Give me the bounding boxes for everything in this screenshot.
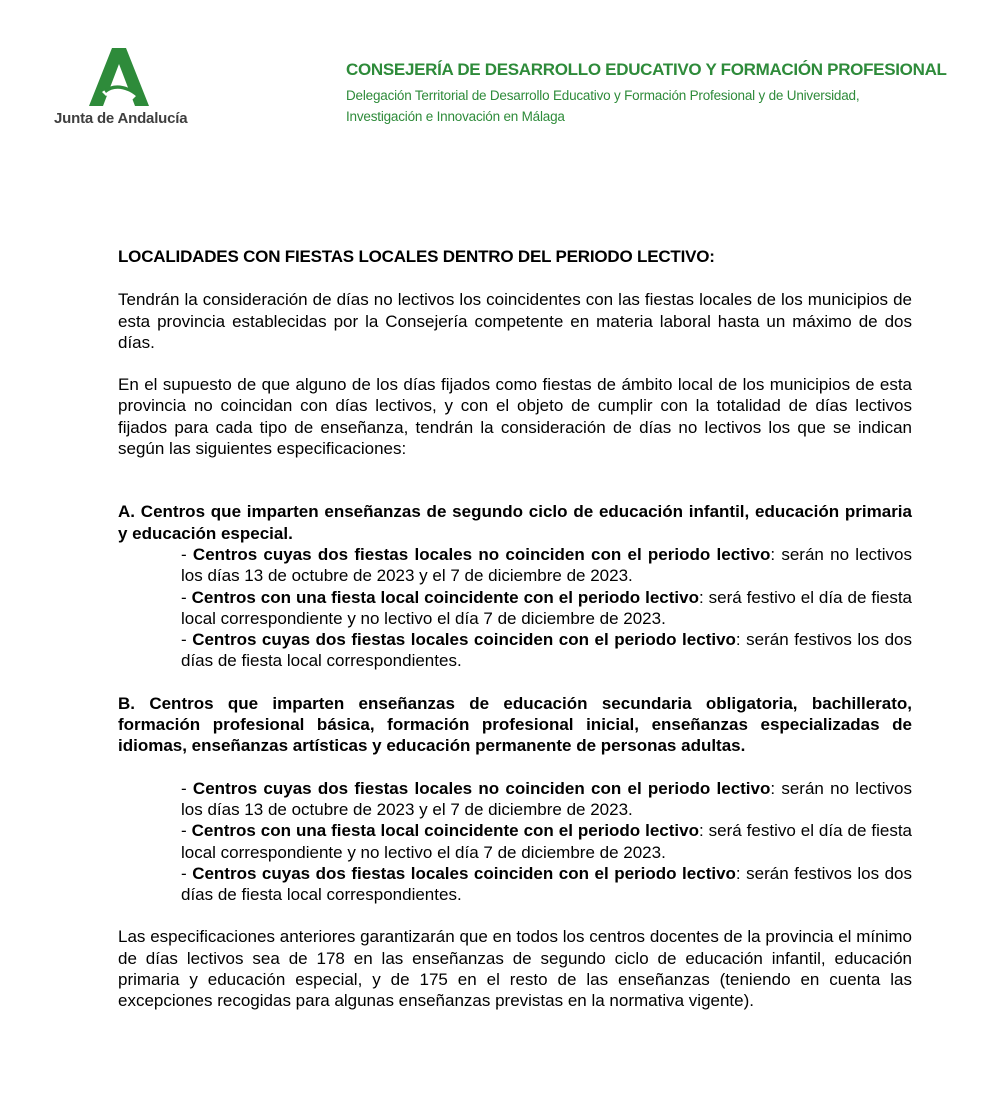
section-b-title: B. Centros que imparten enseñanzas de educación secundaria obligatoria, bachillerato, formación profesional básica, formación profesional inicial, enseñanzas especializadas de idiomas, enseñanzas artísticas y educación permanente de personas adultas. (118, 693, 912, 756)
second-paragraph: En el supuesto de que alguno de los días fijados como fiestas de ámbito local de los municipios de esta provincia no coincidan con días lectivos, y con el objeto de cumplir con la totalidad de días lectivos fijados para cada tipo de enseñanza, tendrán la consideración de días no lectivos los que se indican según las siguientes especificaciones: (118, 375, 912, 459)
document-heading: LOCALIDADES CON FIESTAS LOCALES DENTRO DEL PERIODO LECTIVO: (118, 247, 715, 266)
list-item: - Centros cuyas dos fiestas locales no coinciden con el periodo lectivo: serán no lectivos los días 13 de octubre de 2023 y el 7 de diciembre de 2023. (181, 778, 912, 819)
list-item: - Centros cuyas dos fiestas locales coinciden con el periodo lectivo: serán festivos los dos días de fiesta local correspondientes. (181, 630, 912, 671)
document-body (118, 246, 912, 1012)
org-subtitle-line1: Delegación Territorial de Desarrollo Educativo y Formación Profesional y de Universidad, (346, 88, 860, 103)
org-subtitle-line2: Investigación e Innovación en Málaga (346, 109, 565, 124)
closing-paragraph: Las especificaciones anteriores garantizarán que en todos los centros docentes de la provincia el mínimo de días lectivos sea de 178 en las enseñanzas de segundo ciclo de educación infantil, educación primaria y educación especial, y de 175 en el resto de las enseñanzas (teniendo en cuenta las excepciones recogidas para algunas enseñanzas previstas en la normativa vigente). (118, 927, 912, 1011)
junta-logo-a-icon (88, 46, 150, 108)
list-item: - Centros cuyas dos fiestas locales coinciden con el periodo lectivo: serán festivos los dos días de fiesta local correspondientes. (181, 863, 912, 905)
organization-header (346, 60, 946, 127)
section-a-items (181, 544, 912, 672)
list-item: - Centros cuyas dos fiestas locales no coinciden con el periodo lectivo: serán no lectivos los días 13 de octubre de 2023 y el 7 de diciembre de 2023. (181, 544, 912, 586)
org-subtitle (346, 85, 946, 127)
list-item: - Centros con una fiesta local coincidente con el periodo lectivo: será festivo el día de fiesta local correspondiente y no lectivo el día 7 de diciembre de 2023. (181, 821, 912, 862)
intro-paragraph: Tendrán la consideración de días no lectivos los coincidentes con las fiestas locales de los municipios de esta provincia establecidas por la Consejería competente en materia laboral hasta un máximo de dos días. (118, 290, 912, 352)
section-b-items (181, 778, 912, 906)
section-a-title: A. Centros que imparten enseñanzas de segundo ciclo de educación infantil, educación primaria y educación especial. (118, 502, 912, 543)
logo-text: Junta de Andalucía (54, 110, 188, 127)
org-title: CONSEJERÍA DE DESARROLLO EDUCATIVO Y FORMACIÓN PROFESIONAL (346, 60, 947, 79)
list-item: - Centros con una fiesta local coincidente con el periodo lectivo: será festivo el día de fiesta local correspondiente y no lectivo el día 7 de diciembre de 2023. (181, 587, 912, 628)
junta-andalucia-logo (50, 40, 200, 132)
